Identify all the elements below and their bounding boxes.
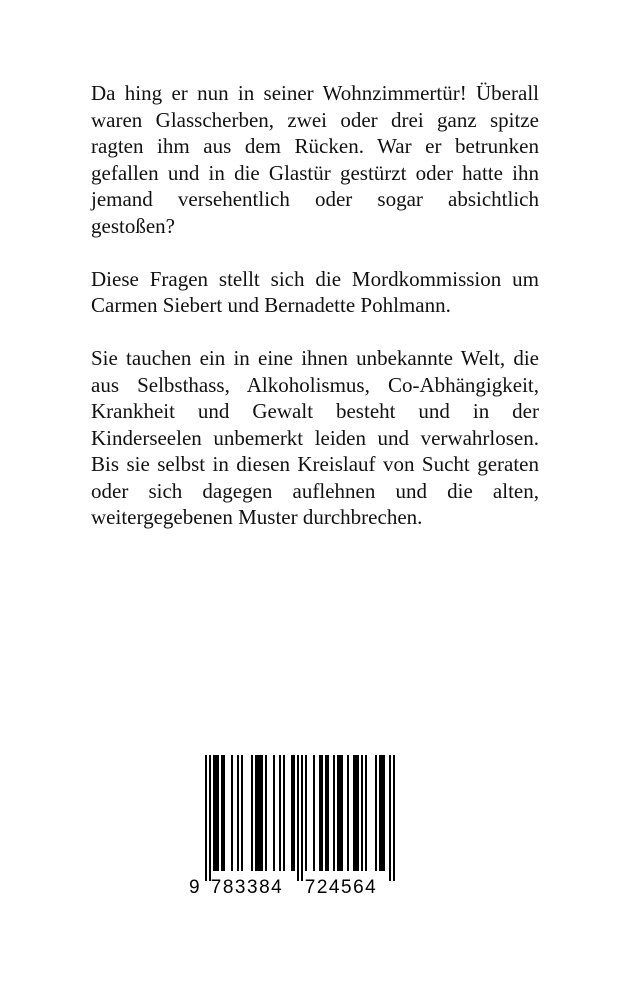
barcode-bar bbox=[365, 755, 367, 871]
barcode-bar bbox=[341, 755, 343, 871]
barcode-bar bbox=[305, 755, 307, 871]
blurb-paragraph-3: Sie tauchen ein in eine ihnen unbekannte Welt, die aus Selbsthass, Alkoholismus, Co-Abhängigkeit, Krankheit und Gewalt besteht und in der Kinderseelen unbemerkt leiden und verwahrlosen. Bis sie selbst in diesen Kreislauf von Sucht geraten oder sich dagegen auflehnen und die alten, weitergegebenen Muster durchbrechen. bbox=[91, 346, 539, 529]
barcode-bar bbox=[313, 755, 315, 871]
barcode-bars bbox=[205, 755, 395, 881]
barcode-bar bbox=[213, 755, 215, 871]
barcode-guard-bar bbox=[205, 755, 207, 881]
barcode-bar bbox=[291, 755, 293, 871]
barcode-graphic bbox=[185, 753, 415, 899]
barcode-bar bbox=[251, 755, 253, 871]
barcode-bar bbox=[261, 755, 263, 871]
barcode-bar bbox=[327, 755, 329, 871]
barcode-guard-bar bbox=[209, 755, 211, 881]
barcode-bar bbox=[241, 755, 243, 871]
barcode-bar bbox=[221, 755, 223, 871]
barcode-bar bbox=[361, 755, 363, 871]
barcode-bar bbox=[279, 755, 281, 871]
barcode-bar bbox=[231, 755, 233, 871]
barcode-digits-left: 783384 bbox=[210, 877, 284, 898]
barcode-guard-bar bbox=[389, 755, 391, 881]
barcode-bar bbox=[381, 755, 383, 871]
blurb-paragraph-2: Diese Fragen stellt sich die Mordkommission um Carmen Siebert und Bernadette Pohlmann. bbox=[91, 266, 539, 317]
barcode-guard-bar bbox=[301, 755, 303, 881]
barcode-bar bbox=[375, 755, 377, 871]
barcode-bar bbox=[379, 755, 381, 871]
barcode-bar bbox=[321, 755, 323, 871]
isbn-barcode bbox=[185, 753, 415, 899]
barcode-bar bbox=[355, 755, 357, 871]
barcode-guard-bar bbox=[297, 755, 299, 881]
barcode-bar bbox=[237, 755, 239, 871]
barcode-bar bbox=[255, 755, 257, 871]
barcode-bar bbox=[337, 755, 339, 871]
barcode-guard-bar bbox=[393, 755, 395, 881]
barcode-bar bbox=[283, 755, 285, 871]
barcode-bar bbox=[347, 755, 349, 871]
barcode-bar bbox=[333, 755, 335, 871]
barcode-bar bbox=[257, 755, 259, 871]
blurb-paragraph-1: Da hing er nun in seiner Wohnzimmertür! Überall waren Glasscherben, zwei oder drei ganz spitze ragten ihm aus dem Rücken. War er betrunken gefallen und in die Glastür gestürzt oder hatte ihn jemand versehentlich oder sogar absichtlich gestoßen? bbox=[91, 81, 539, 238]
barcode-bar bbox=[259, 755, 261, 871]
barcode-bar bbox=[357, 755, 359, 871]
barcode-bar bbox=[223, 755, 225, 871]
blurb-text bbox=[91, 80, 539, 557]
barcode-bar bbox=[293, 755, 295, 871]
barcode-bar bbox=[265, 755, 267, 871]
barcode-bar bbox=[217, 755, 219, 871]
barcode-bar bbox=[319, 755, 321, 871]
barcode-bar bbox=[215, 755, 217, 871]
barcode-bar bbox=[273, 755, 275, 871]
barcode-bar bbox=[325, 755, 327, 871]
barcode-bar bbox=[383, 755, 385, 871]
barcode-bar bbox=[339, 755, 341, 871]
barcode-digit-lead: 9 bbox=[189, 877, 200, 898]
barcode-digits-right: 724564 bbox=[304, 877, 378, 898]
barcode-bar bbox=[353, 755, 355, 871]
